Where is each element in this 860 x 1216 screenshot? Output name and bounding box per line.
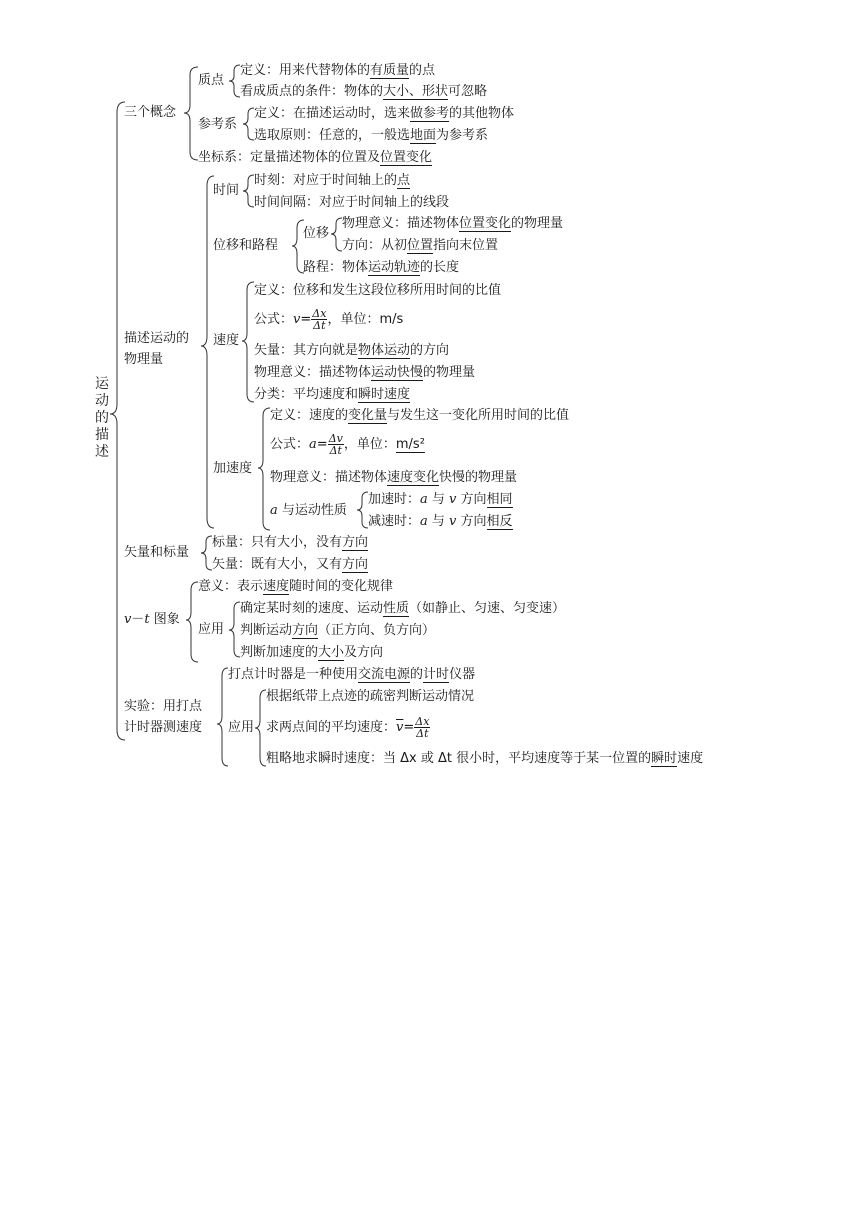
accel-label: 加速度	[213, 461, 253, 476]
vt-app-3: 判断加速度的大小及方向	[240, 645, 384, 660]
accel-speedup: 加速时：a 与 v 方向相同	[368, 492, 513, 507]
coordinate-system: 坐标系：定量描述物体的位置及位置变化	[198, 150, 433, 165]
time-interval: 时间间隔：对应于时间轴上的线段	[254, 195, 450, 210]
accel-meaning: 物理意义：描述物体速度变化快慢的物理量	[270, 470, 518, 485]
experiment-label-2: 计时器测速度	[124, 720, 203, 735]
brace-vector-scalar	[201, 536, 212, 570]
velocity-vector: 矢量：其方向就是物体运动的方向	[254, 343, 450, 358]
brace-root	[110, 102, 125, 740]
particle-definition: 定义：用来代替物体的有质量的点	[240, 63, 436, 78]
disp-label: 位移	[303, 226, 330, 241]
scalar-item: 标量：只有大小，没有方向	[212, 535, 369, 550]
velocity-formula: 公式：v= $\frac{\Delta x}{\Delta t}$ ，单位：m/s	[254, 307, 404, 332]
frame-label: 参考系	[198, 117, 238, 132]
brace-exp-app	[255, 690, 266, 766]
time-label: 时间	[213, 183, 240, 198]
brace-vt	[186, 582, 198, 662]
brace-accel	[258, 408, 270, 530]
brace-frame	[243, 108, 254, 140]
brace-disp	[331, 218, 342, 251]
velocity-definition: 定义：位移和发生这段位移所用时间的比值	[254, 283, 502, 298]
exp-app-1: 根据纸带上点迹的疏密判断运动情况	[266, 689, 475, 704]
brace-vt-app	[229, 602, 240, 657]
vt-app-label: 应用	[198, 622, 225, 637]
exp-app-3: 粗略地求瞬时速度：当 Δx 或 Δt 很小时，平均速度等于某一位置的瞬时速度	[266, 751, 704, 766]
brace-particle	[229, 65, 240, 97]
concepts-label: 三个概念	[124, 105, 177, 120]
vt-app-1: 确定某时刻的速度、运动性质（如静止、匀速、匀变速）	[240, 601, 566, 616]
vt-meaning: 意义：表示速度随时间的变化规律	[198, 579, 394, 594]
brace-concepts	[184, 67, 198, 160]
brace-velocity	[242, 282, 254, 402]
accel-slowdown: 减速时：a 与 v 方向相反	[368, 514, 513, 529]
vt-app-2: 判断运动方向（正方向、负方向）	[240, 623, 436, 638]
particle-label: 质点	[198, 73, 225, 88]
velocity-meaning: 物理意义：描述物体运动快慢的物理量	[254, 365, 476, 380]
timer-description: 打点计时器是一种使用交流电源的计时仪器	[228, 667, 476, 682]
path-length: 路程：物体运动轨迹的长度	[303, 260, 460, 275]
accel-definition: 定义：速度的变化量与发生这一变化所用时间的比值	[270, 408, 570, 423]
quantities-label-1: 描述运动的	[124, 331, 190, 346]
brace-experiment	[217, 668, 228, 766]
experiment-label-1: 实验：用打点	[124, 699, 203, 714]
brace-motion	[357, 492, 368, 528]
exp-app-2: 求两点间的平均速度：$\overline{v}=$ $\frac{\Delta x}{\Delta t}$	[266, 715, 430, 740]
velocity-label: 速度	[213, 333, 240, 348]
accel-motion-label: a 与运动性质	[270, 503, 347, 518]
disp-direction: 方向：从初位置指向末位置	[342, 238, 499, 253]
velocity-types: 分类：平均速度和瞬时速度	[254, 387, 411, 402]
time-moment: 时刻：对应于时间轴上的点	[254, 173, 411, 188]
vector-scalar-label: 矢量和标量	[124, 545, 190, 560]
frame-selection: 选取原则：任意的，一般选地面为参考系	[254, 128, 489, 143]
particle-condition: 看成质点的条件：物体的大小、形状可忽略	[240, 84, 488, 99]
frame-definition: 定义：在描述运动时，选来做参考的其他物体	[254, 106, 515, 121]
disp-path-label: 位移和路程	[213, 238, 279, 253]
brace-time	[243, 175, 254, 207]
root-label: 运动的描述	[95, 376, 109, 460]
accel-formula: 公式：a= $\frac{\Delta v}{\Delta t}$ ，单位：m/s²	[270, 432, 425, 457]
vector-item: 矢量：既有大小，又有方向	[212, 557, 369, 572]
vt-graph-label: v－t 图象	[124, 612, 180, 627]
exp-app-label: 应用	[228, 720, 255, 735]
quantities-label-2: 物理量	[124, 352, 164, 367]
disp-meaning: 物理意义：描述物体位置变化的物理量	[342, 216, 564, 231]
